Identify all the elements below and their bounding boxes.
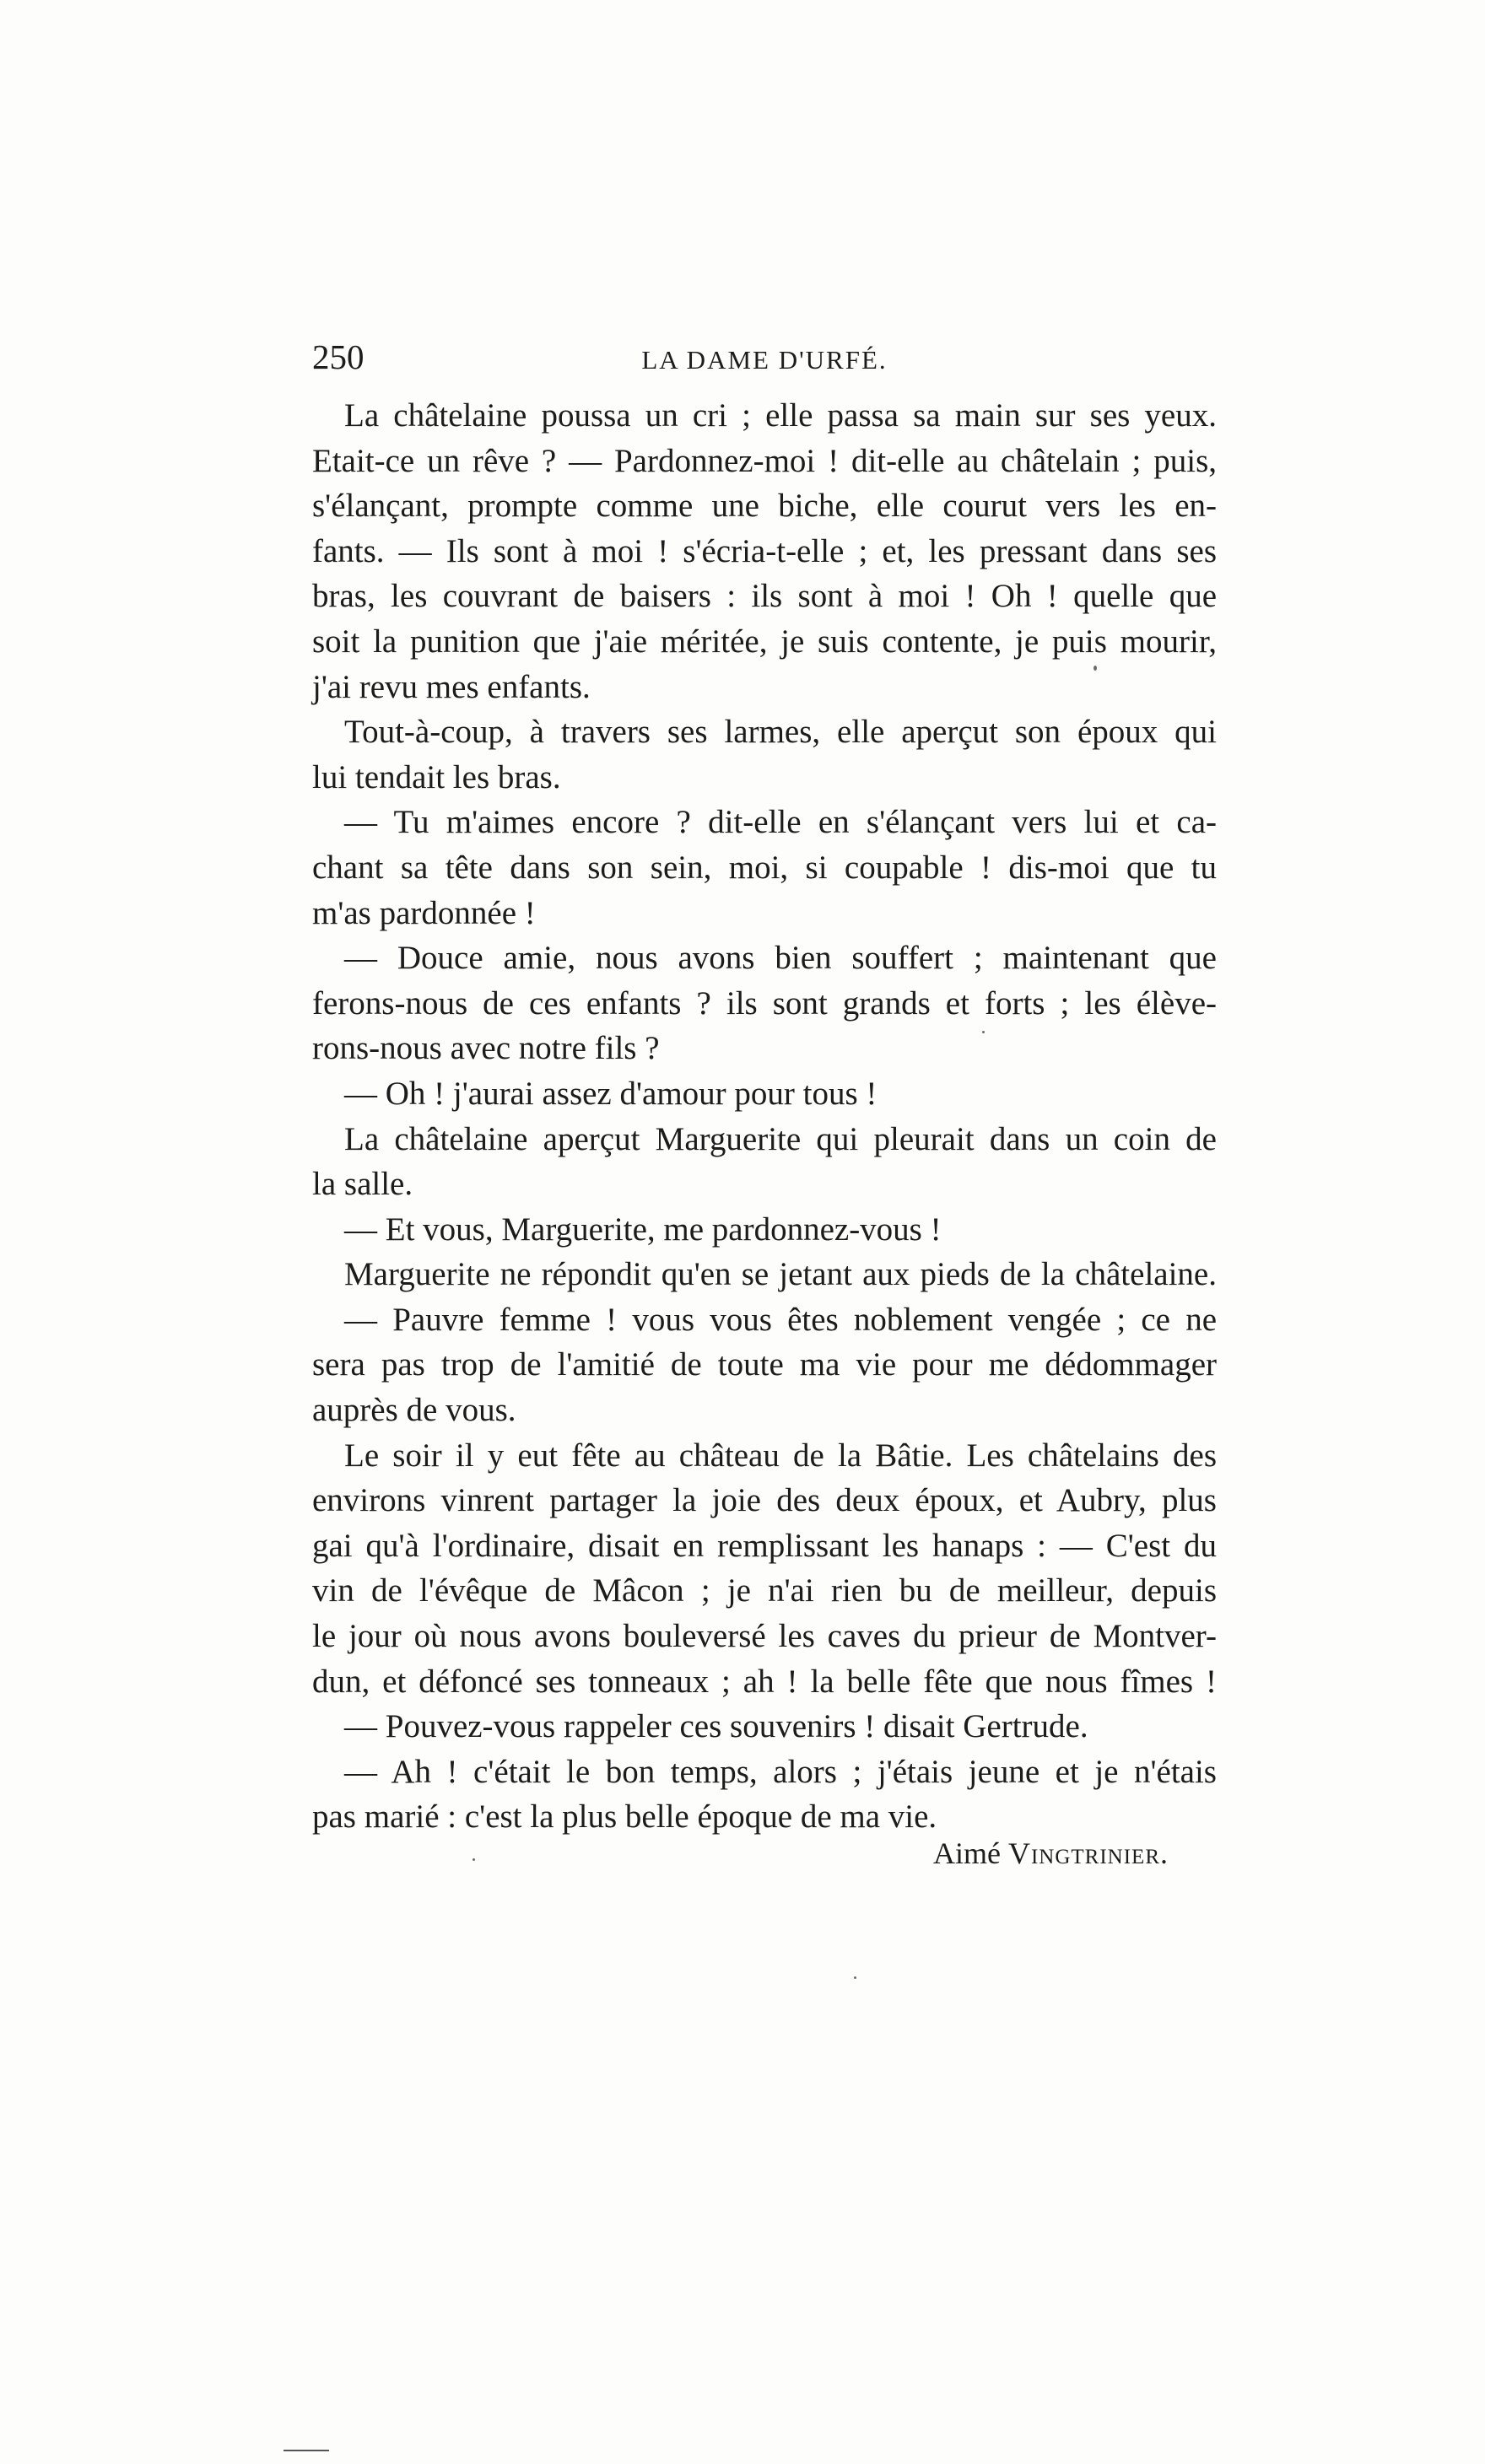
text-line: rons-nous avec notre fils ?: [312, 1030, 660, 1067]
text-line: fants. — Ils sont à moi ! s'écria-t-elle ; et, les pressant dans ses: [312, 532, 1217, 569]
print-speck: [472, 1858, 475, 1861]
text-line: Etait-ce un rêve ? — Pardonnez-moi ! dit-elle au châtelain ; puis,: [312, 442, 1217, 479]
text-line: — Pouvez-vous rappeler ces souvenirs ! disait Gertrude.: [344, 1708, 1088, 1745]
print-speck: [1094, 666, 1097, 671]
text-line: vin de l'évêque de Mâcon ; je n'ai rien bu de meilleur, depuis: [312, 1572, 1217, 1609]
text-line: le jour où nous avons bouleversé les caves du prieur de Montver-: [312, 1618, 1217, 1655]
text-line: j'ai revu mes enfants.: [312, 668, 591, 705]
running-head: [312, 336, 1217, 378]
text-line: Le soir il y eut fête au château de la Bâtie. Les châtelains des: [344, 1437, 1217, 1474]
text-line: Marguerite ne répondit qu'en se jetant aux pieds de la châtelaine.: [344, 1256, 1217, 1293]
text-line: — Et vous, Marguerite, me pardonnez-vous !: [344, 1210, 942, 1248]
text-line: La châtelaine aperçut Marguerite qui pleurait dans un coin de: [344, 1120, 1217, 1157]
text-line: lui tendait les bras.: [312, 758, 561, 795]
text-line: — Ah ! c'était le bon temps, alors ; j'étais jeune et je n'étais: [344, 1753, 1217, 1790]
text-line: environs vinrent partager la joie des deux époux, et Aubry, plus: [312, 1482, 1217, 1519]
author-last-name: Vingtrinier.: [1007, 1836, 1169, 1870]
text-line: ferons-nous de ces enfants ? ils sont grands et forts ; les élève-: [312, 984, 1217, 1022]
text-line: — Douce amie, nous avons bien souffert ; maintenant que: [344, 940, 1217, 977]
text-line: La châtelaine poussa un cri ; elle passa sa main sur ses yeux.: [344, 397, 1217, 434]
author-first-name: Aimé: [932, 1836, 1001, 1870]
body-text: [312, 393, 1217, 1840]
text-line: auprès de vous.: [312, 1392, 516, 1429]
text-line: la salle.: [312, 1166, 413, 1203]
text-line: s'élançant, prompte comme une biche, elle courut vers les en-: [312, 488, 1217, 525]
running-title: LA DAME D'URFÉ.: [641, 345, 888, 375]
text-line: bras, les couvrant de baisers : ils sont à moi ! Oh ! quelle que: [312, 578, 1217, 615]
text-line: sera pas trop de l'amitié de toute ma vie pour me dédommager: [312, 1346, 1217, 1383]
text-line: Tout-à-coup, à travers ses larmes, elle aperçut son époux qui: [344, 714, 1217, 751]
text-line: pas marié : c'est la plus belle époque de ma vie.: [312, 1798, 937, 1836]
print-speck: [854, 1976, 856, 1979]
text-line: — Tu m'aimes encore ? dit-elle en s'élançant vers lui et ca-: [344, 804, 1217, 841]
author-signature: [848, 1832, 1169, 1874]
print-speck: [982, 1031, 985, 1033]
text-line: chant sa tête dans son sein, moi, si coupable ! dis-moi que tu: [312, 849, 1217, 886]
text-line: — Oh ! j'aurai assez d'amour pour tous !: [344, 1075, 878, 1112]
text-line: — Pauvre femme ! vous vous êtes noblement vengée ; ce ne: [344, 1301, 1217, 1338]
text-line: soit la punition que j'aie méritée, je suis contente, je puis mourir,: [312, 623, 1217, 660]
page-number: 250: [312, 337, 364, 376]
text-line: m'as pardonnée !: [312, 894, 536, 931]
text-line: dun, et défoncé ses tonneaux ; ah ! la belle fête que nous fîmes !: [312, 1663, 1217, 1700]
page-edge-mark: [284, 2450, 329, 2451]
text-line: gai qu'à l'ordinaire, disait en remplissant les hanaps : — C'est du: [312, 1527, 1217, 1564]
